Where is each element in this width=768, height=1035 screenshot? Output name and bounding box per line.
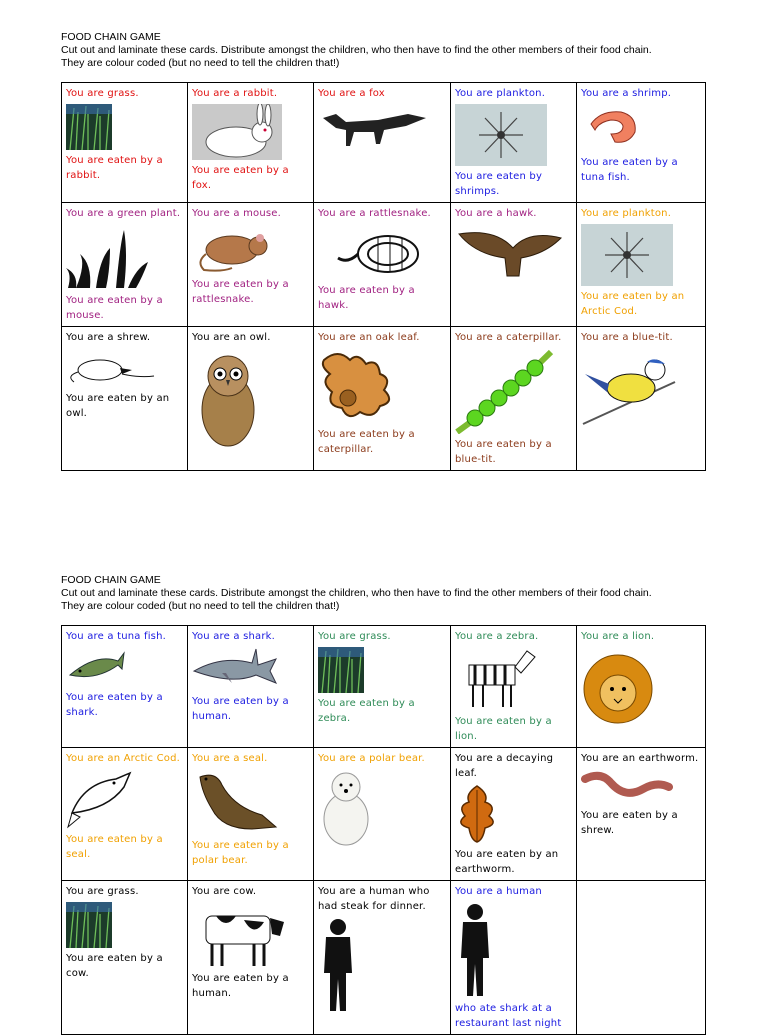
food-chain-card [577,748,706,881]
food-chain-card [451,83,577,203]
sheet2-header [61,574,705,613]
lion-icon [581,647,701,731]
food-chain-card [62,626,188,748]
sheet2-card-row [62,626,706,748]
tuna-icon [66,647,183,687]
blue-tit-icon [581,348,701,426]
sheet1-card-row [62,327,706,471]
food-chain-card [577,203,706,327]
food-chain-card [314,881,451,1035]
food-chain-card [188,83,314,203]
food-chain-card [314,83,451,203]
food-chain-card [451,203,577,327]
card-eaten-by-text: who ate shark at a restaurant last night [455,1003,562,1029]
decaying-leaf-icon [455,784,572,844]
sheet1-instructions-line1: Cut out and laminate these cards. Distribute amongst the children, who then have to find the other members of their food chain. [61,44,652,56]
human-icon [318,917,446,1013]
sheet2-instructions-line1: Cut out and laminate these cards. Distribute amongst the children, who then have to find the other members of their food chain. [61,587,652,599]
food-chain-card [314,748,451,881]
food-chain-card [314,327,451,471]
card-identity-text: You are a rattlesnake. [318,208,431,219]
plankton-icon [455,104,572,166]
food-chain-card [188,203,314,327]
card-eaten-by-text: You are eaten by a rabbit. [66,155,163,181]
card-eaten-by-text: You are eaten by a tuna fish. [581,157,678,183]
sheet1-card-table [61,82,706,471]
food-chain-card [314,203,451,327]
food-chain-card [188,626,314,748]
sheet2-card-row [62,748,706,881]
shrew-icon [66,348,183,388]
card-eaten-by-text: You are eaten by a shrew. [581,810,678,836]
food-chain-card [577,327,706,471]
seal-icon [192,769,309,835]
card-identity-text: You are a caterpillar. [455,332,562,343]
oak-leaf-icon [318,348,446,424]
food-chain-card [451,626,577,748]
card-identity-text: You are a tuna fish. [66,631,167,642]
food-chain-card [188,327,314,471]
sheet1-title: FOOD CHAIN GAME [61,31,161,43]
card-eaten-by-text: You are eaten by a rattlesnake. [192,279,289,305]
rattlesnake-icon [318,224,446,280]
fox-icon [318,104,446,150]
food-chain-card [188,748,314,881]
card-eaten-by-text: You are eaten by a caterpillar. [318,429,415,455]
card-eaten-by-text: You are eaten by an earthworm. [455,849,559,875]
grass-icon [66,104,183,150]
card-eaten-by-text: You are eaten by a shark. [66,692,163,718]
card-eaten-by-text: You are eaten by a zebra. [318,698,415,724]
food-chain-card [577,881,706,1035]
card-eaten-by-text: You are eaten by shrimps. [455,171,543,197]
food-chain-card [577,83,706,203]
food-chain-card [314,626,451,748]
sheet1-card-row [62,83,706,203]
food-chain-card [62,83,188,203]
card-identity-text: You are a shrew. [66,332,151,343]
card-identity-text: You are a seal. [192,753,268,764]
plant-icon [66,224,183,290]
card-identity-text: You are cow. [192,886,257,897]
card-identity-text: You are grass. [66,88,139,99]
sheet2-card-table [61,625,706,1035]
caterpillar-icon [455,348,572,434]
shrimp-icon [581,104,701,152]
food-chain-card [451,748,577,881]
food-chain-card [188,881,314,1035]
card-eaten-by-text: You are eaten by a mouse. [66,295,163,321]
food-chain-card [62,881,188,1035]
card-identity-text: You are a fox [318,88,385,99]
plankton-icon [581,224,701,286]
card-identity-text: You are an oak leaf. [318,332,420,343]
sheet1-instructions-line2: They are colour coded (but no need to tell the children that!) [61,57,340,69]
card-eaten-by-text: You are eaten by a cow. [66,953,163,979]
card-identity-text: You are plankton. [455,88,546,99]
card-identity-text: You are grass. [66,886,139,897]
card-identity-text: You are a polar bear. [318,753,425,764]
card-identity-text: You are a green plant. [66,208,181,219]
card-identity-text: You are a hawk. [455,208,537,219]
food-chain-card [62,327,188,471]
card-eaten-by-text: You are eaten by a polar bear. [192,840,289,866]
food-chain-card [62,748,188,881]
sheet1-header [61,31,705,70]
human-icon [455,902,572,998]
card-eaten-by-text: You are eaten by a fox. [192,165,289,191]
sheet2-instructions-line2: They are colour coded (but no need to tell the children that!) [61,600,340,612]
card-identity-text: You are a decaying leaf. [455,753,554,779]
card-identity-text: You are a rabbit. [192,88,278,99]
card-eaten-by-text: You are eaten by a lion. [455,716,552,742]
card-identity-text: You are a shrimp. [581,88,672,99]
card-eaten-by-text: You are eaten by a hawk. [318,285,415,311]
card-identity-text: You are grass. [318,631,391,642]
card-eaten-by-text: You are eaten by a seal. [66,834,163,860]
food-chain-card [451,327,577,471]
shark-icon [192,647,309,691]
card-identity-text: You are a human [455,886,542,897]
card-eaten-by-text: You are eaten by a blue-tit. [455,439,552,465]
polar-bear-icon [318,769,446,849]
mouse-icon [192,224,309,274]
card-identity-text: You are a lion. [581,631,655,642]
card-identity-text: You are a zebra. [455,631,539,642]
food-chain-card [451,881,577,1035]
owl-icon [192,348,309,452]
food-chain-card [577,626,706,748]
sheet2-title: FOOD CHAIN GAME [61,574,161,586]
card-identity-text: You are a shark. [192,631,276,642]
zebra-icon [455,647,572,711]
hawk-icon [455,224,572,280]
grass-icon [66,902,183,948]
card-identity-text: You are an Arctic Cod. [66,753,181,764]
card-eaten-by-text: You are eaten by a human. [192,973,289,999]
food-chain-card [62,203,188,327]
cow-icon [192,902,309,968]
card-eaten-by-text: You are eaten by a human. [192,696,289,722]
card-identity-text: You are a human who had steak for dinner. [318,886,430,912]
grass-icon [318,647,446,693]
card-eaten-by-text: You are eaten by an Arctic Cod. [581,291,685,317]
card-identity-text: You are an earthworm. [581,753,699,764]
card-identity-text: You are a blue-tit. [581,332,673,343]
cod-icon [66,769,183,829]
rabbit-icon [192,104,309,160]
earthworm-icon [581,769,701,805]
card-identity-text: You are a mouse. [192,208,282,219]
card-eaten-by-text: You are eaten by an owl. [66,393,170,419]
sheet1-card-row [62,203,706,327]
card-identity-text: You are plankton. [581,208,672,219]
sheet2-card-row [62,881,706,1035]
card-identity-text: You are an owl. [192,332,271,343]
